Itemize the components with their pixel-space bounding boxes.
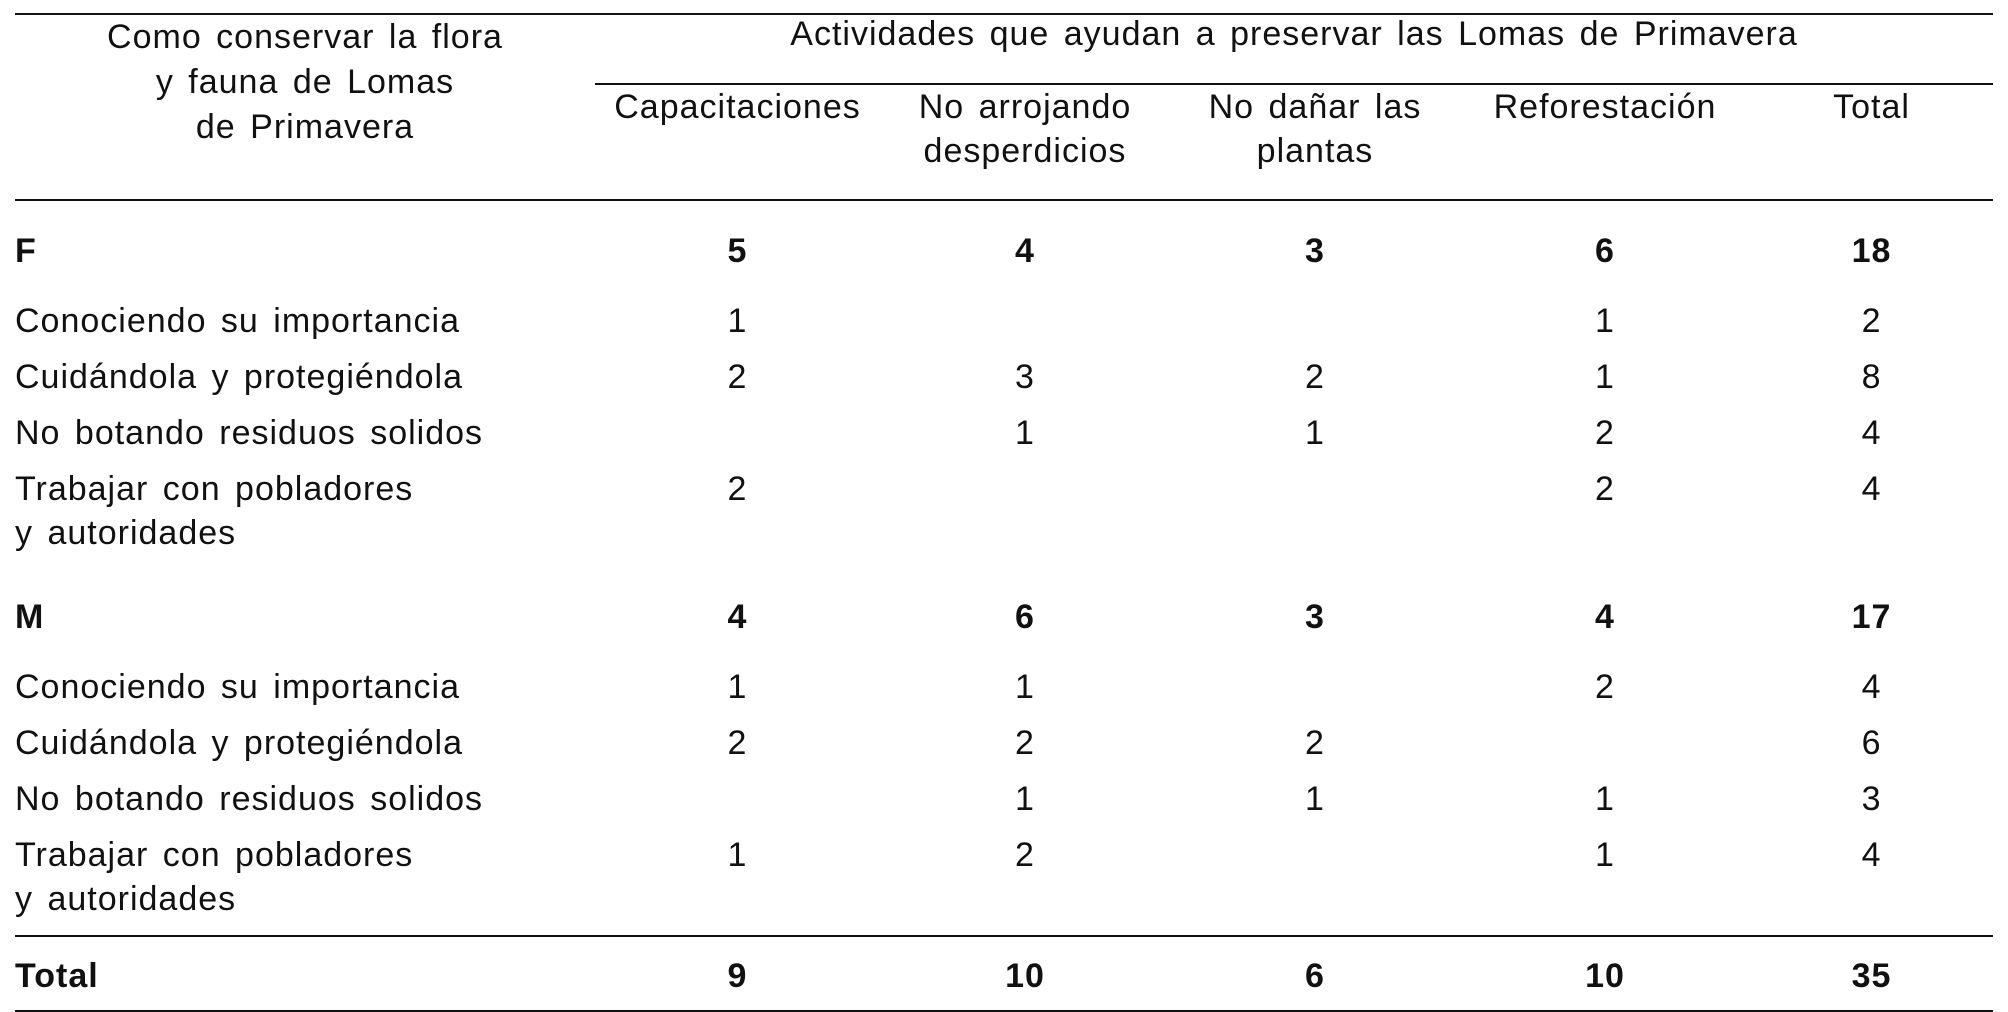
column-header-capacitaciones: Capacitaciones xyxy=(614,88,861,126)
table-cell: 3 xyxy=(1015,358,1035,396)
table-row xyxy=(15,833,1993,936)
table-cell: 1 xyxy=(1595,780,1615,818)
total-label: Total xyxy=(15,957,99,995)
row-label: No botando residuos solidos xyxy=(15,414,484,452)
table-row xyxy=(15,299,1993,355)
table-cell: 10 xyxy=(1585,957,1625,995)
table-cell: 2 xyxy=(1595,668,1615,706)
table-cell: 1 xyxy=(1015,668,1035,706)
table-cell: 17 xyxy=(1851,598,1892,636)
stub-header: Como conservar la flora y fauna de Lomas de Primavera xyxy=(15,14,595,200)
table-cell xyxy=(880,299,1170,355)
table-cell: 4 xyxy=(1015,232,1035,270)
table-cell xyxy=(1460,721,1750,777)
table-cell: 2 xyxy=(1595,414,1615,452)
group-label: M xyxy=(15,598,45,636)
column-header-total: Total xyxy=(1833,88,1910,126)
table-cell xyxy=(1170,833,1460,936)
table-cell: 8 xyxy=(1861,358,1882,396)
table-cell: 2 xyxy=(1305,724,1325,762)
table-cell: 2 xyxy=(1015,724,1035,762)
table-cell: 1 xyxy=(727,302,748,340)
table-cell xyxy=(1170,665,1460,721)
spanning-header: Actividades que ayudan a preservar las Lomas de Primavera xyxy=(595,14,1993,84)
table-cell: 4 xyxy=(727,598,748,636)
table-cell: 1 xyxy=(1305,780,1325,818)
table-cell: 2 xyxy=(1305,358,1325,396)
table-cell: 1 xyxy=(1595,358,1615,396)
table-cell: 3 xyxy=(1861,780,1882,818)
table-cell: 2 xyxy=(727,470,748,508)
column-header-no-danar: No dañar las plantas xyxy=(1208,88,1422,170)
table-cell: 5 xyxy=(727,232,748,270)
table-cell: 1 xyxy=(1595,836,1615,874)
table-cell: 18 xyxy=(1851,232,1892,270)
row-label: Conociendo su importancia xyxy=(15,668,461,706)
activities-table xyxy=(15,13,1993,1012)
total-row xyxy=(15,936,1993,1011)
row-label: Cuidándola y protegiéndola xyxy=(15,724,463,762)
table-cell: 4 xyxy=(1595,598,1615,636)
table-row xyxy=(15,777,1993,833)
table-cell: 6 xyxy=(1305,957,1325,995)
table-cell: 35 xyxy=(1851,957,1892,995)
table-cell: 4 xyxy=(1861,414,1882,452)
row-label: Trabajar con pobladores y autoridades xyxy=(15,836,414,918)
group-label: F xyxy=(15,232,37,270)
table-cell: 1 xyxy=(1015,414,1035,452)
table-cell: 1 xyxy=(1305,414,1325,452)
table-cell: 4 xyxy=(1861,836,1882,874)
table-row xyxy=(15,721,1993,777)
table-cell: 3 xyxy=(1305,232,1325,270)
row-label: Trabajar con pobladores y autoridades xyxy=(15,470,414,552)
row-label: Conociendo su importancia xyxy=(15,302,461,340)
table-cell: 6 xyxy=(1015,598,1035,636)
table-cell: 9 xyxy=(727,957,748,995)
column-header-reforestacion: Reforestación xyxy=(1493,88,1717,126)
column-header-no-arrojando: No arrojando desperdicios xyxy=(918,88,1132,170)
table-cell xyxy=(1170,467,1460,569)
table-cell: 2 xyxy=(727,358,748,396)
table-cell: 2 xyxy=(1595,470,1615,508)
table-cell: 1 xyxy=(1595,302,1615,340)
table-row xyxy=(15,355,1993,411)
table-cell: 1 xyxy=(1015,780,1035,818)
table-row xyxy=(15,411,1993,467)
table-cell: 4 xyxy=(1861,470,1882,508)
table-cell: 2 xyxy=(1861,302,1882,340)
table-cell: 6 xyxy=(1861,724,1882,762)
group-row-m xyxy=(15,569,1993,665)
table-cell xyxy=(880,467,1170,569)
table-cell: 1 xyxy=(727,836,748,874)
table-cell: 2 xyxy=(1015,836,1035,874)
row-label: No botando residuos solidos xyxy=(15,780,484,818)
table-cell: 3 xyxy=(1305,598,1325,636)
row-label: Cuidándola y protegiéndola xyxy=(15,358,463,396)
table-row xyxy=(15,467,1993,569)
table-cell xyxy=(595,777,880,833)
table-cell: 1 xyxy=(727,668,748,706)
group-row-f xyxy=(15,200,1993,299)
table-cell xyxy=(1170,299,1460,355)
table-cell: 4 xyxy=(1861,668,1882,706)
table-cell: 10 xyxy=(1005,957,1045,995)
table-cell: 6 xyxy=(1595,232,1615,270)
table-cell xyxy=(595,411,880,467)
table-row xyxy=(15,665,1993,721)
table-cell: 2 xyxy=(727,724,748,762)
